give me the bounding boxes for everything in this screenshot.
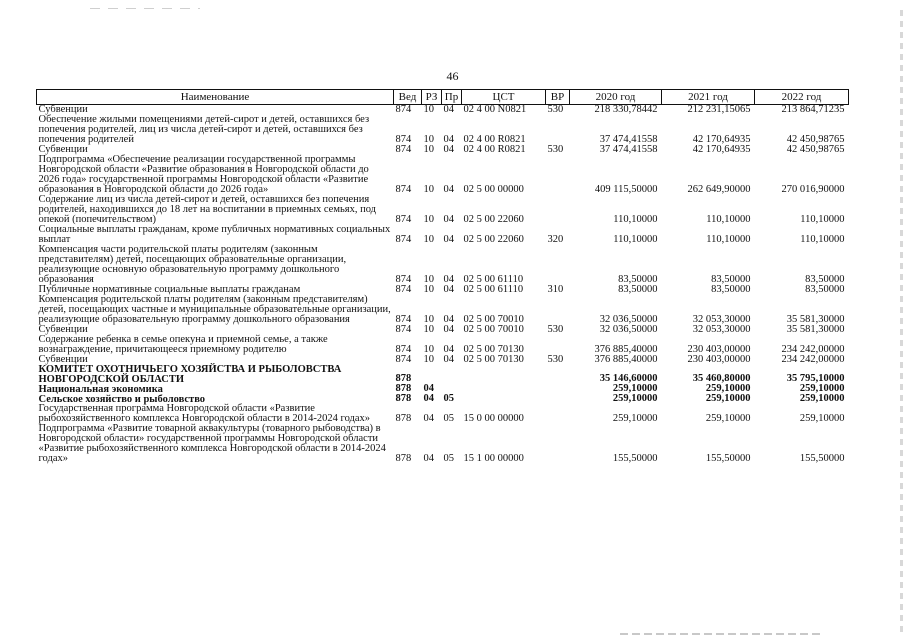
cell-2022: 42 450,98765 xyxy=(786,134,845,145)
cell-2020: 83,50000 xyxy=(618,284,658,295)
cell-2021: 230 403,00000 xyxy=(687,354,751,365)
col-header-rz: РЗ xyxy=(422,90,442,105)
cell-rz: 10 xyxy=(423,214,434,225)
cell-vr xyxy=(546,155,570,195)
cell-2020: 259,10000 xyxy=(612,383,658,394)
cell-2021: 110,10000 xyxy=(706,214,751,225)
cell-rz: 10 xyxy=(423,284,434,295)
cell-rz: 10 xyxy=(423,134,434,145)
cell-pr xyxy=(442,365,462,384)
cell-2022: 35 795,10000 xyxy=(786,373,845,384)
page-number: 46 xyxy=(446,69,459,83)
cell-pr: 04 xyxy=(443,284,454,295)
cell-vr xyxy=(546,245,570,285)
cell-vr: 310 xyxy=(547,284,564,295)
col-header-2020: 2020 год xyxy=(570,90,662,105)
cell-2022: 42 450,98765 xyxy=(786,144,845,155)
cell-vr: 530 xyxy=(547,354,564,365)
cell-cst: 02 5 00 22060 xyxy=(463,214,524,225)
cell-ved: 874 xyxy=(395,134,412,145)
cell-pr: 05 xyxy=(443,413,454,424)
cell-name: Содержание лиц из числа детей-сирот и детей, оставшихся без попечения родителей, находившихся до 18 лет на воспитании в приемных семьях, под опекой (попечительством) xyxy=(38,194,377,225)
scan-artifact-right-edge xyxy=(900,10,903,635)
cell-ved: 874 xyxy=(395,284,412,295)
cell-cst: 02 5 00 70010 xyxy=(463,314,524,325)
table-row xyxy=(37,225,849,245)
cell-pr: 04 xyxy=(443,324,454,335)
cell-2021: 259,10000 xyxy=(705,393,751,404)
cell-cst: 02 5 00 22060 xyxy=(463,234,524,245)
cell-2021: 32 053,30000 xyxy=(692,314,751,325)
cell-name: Содержание ребенка в семье опекуна и приемной семье, а также вознаграждение, причитающееся приемному родителю xyxy=(38,334,328,355)
cell-ved: 874 xyxy=(395,234,412,245)
cell-cst: 02 4 00 N0821 xyxy=(463,104,527,115)
cell-cst xyxy=(462,365,546,384)
cell-2020: 37 474,41558 xyxy=(599,144,658,155)
cell-vr xyxy=(546,394,570,404)
cell-cst: 02 4 00 R0821 xyxy=(463,144,526,155)
cell-name: Субвенции xyxy=(38,104,88,115)
cell-name: Компенсация родительской платы родителям (законным представителям) детей, посещающих частные и муниципальные образовательные организации, реализующие образовательную программу дошкольного образования xyxy=(38,294,391,325)
cell-name: Национальная экономика xyxy=(38,383,163,395)
cell-2021: 32 053,30000 xyxy=(692,324,751,335)
cell-vr xyxy=(546,295,570,325)
table-row xyxy=(37,424,849,464)
cell-ved: 874 xyxy=(395,144,412,155)
budget-table xyxy=(36,89,849,464)
cell-vr: 530 xyxy=(547,144,564,155)
cell-2022: 270 016,90000 xyxy=(781,184,845,195)
cell-ved: 878 xyxy=(395,373,412,384)
table-row xyxy=(37,245,849,285)
cell-cst xyxy=(462,394,546,404)
cell-rz: 10 xyxy=(423,144,434,155)
scan-artifact-top xyxy=(90,8,200,9)
table-header-row xyxy=(37,90,849,105)
table-row xyxy=(37,195,849,225)
cell-name: Подпрограмма «Обеспечение реализации государственной программы Новгородской области «Развитие образования в Новгородской области до 2026 года» государственной программы Новгородской области «Развитие образования в Новгородской области до 2026 года» xyxy=(38,154,369,195)
cell-2022: 234 242,00000 xyxy=(781,344,845,355)
cell-2021: 42 170,64935 xyxy=(692,144,751,155)
cell-name: Подпрограмма «Развитие товарной аквакультуры (товарного рыбоводства) в Новгородской области» государственной программы Новгородской области «Развитие рыбохозяйственного комплекса Новгородской области в 2014-2024 годах» xyxy=(38,423,386,464)
cell-ved: 874 xyxy=(395,184,412,195)
cell-name: Компенсация части родительской платы родителям (законным представителям) детей, посещающих образовательные организации, реализующие основную образовательную программу дошкольного образования xyxy=(38,244,347,285)
cell-2022: 259,10000 xyxy=(799,393,845,404)
cell-vr xyxy=(546,404,570,424)
cell-vr xyxy=(546,365,570,384)
table-row xyxy=(37,404,849,424)
cell-2022: 155,50000 xyxy=(799,453,845,464)
cell-rz: 04 xyxy=(423,413,434,424)
cell-ved: 874 xyxy=(395,214,412,225)
cell-2021: 259,10000 xyxy=(705,413,751,424)
cell-pr: 04 xyxy=(443,314,454,325)
cell-rz: 10 xyxy=(423,274,434,285)
cell-2020: 110,10000 xyxy=(613,214,658,225)
cell-2022: 259,10000 xyxy=(799,383,845,394)
cell-pr: 04 xyxy=(443,144,454,155)
cell-name: Субвенции xyxy=(38,324,88,335)
cell-2022: 110,10000 xyxy=(800,234,845,245)
cell-vr xyxy=(546,384,570,394)
cell-vr: 530 xyxy=(547,324,564,335)
cell-cst: 02 5 00 70130 xyxy=(463,354,524,365)
cell-cst: 02 5 00 00000 xyxy=(463,184,524,195)
cell-pr: 04 xyxy=(443,214,454,225)
cell-ved: 878 xyxy=(395,383,412,394)
cell-2022: 35 581,30000 xyxy=(786,314,845,325)
cell-rz: 10 xyxy=(423,184,434,195)
cell-2021: 42 170,64935 xyxy=(692,134,751,145)
cell-2020: 259,10000 xyxy=(612,413,658,424)
col-header-name: Наименование xyxy=(37,90,394,105)
cell-rz: 10 xyxy=(423,324,434,335)
cell-pr: 04 xyxy=(443,344,454,355)
cell-name: Субвенции xyxy=(38,354,88,365)
cell-cst: 15 1 00 00000 xyxy=(463,453,524,464)
cell-2021: 83,50000 xyxy=(711,284,751,295)
table-row xyxy=(37,365,849,384)
table-body xyxy=(37,105,849,465)
cell-name: Сельское хозяйство и рыболовство xyxy=(38,393,206,405)
cell-pr: 04 xyxy=(443,354,454,365)
table-row xyxy=(37,335,849,355)
cell-cst xyxy=(462,384,546,394)
cell-2020: 409 115,50000 xyxy=(594,184,658,195)
cell-rz xyxy=(422,365,442,384)
cell-pr: 04 xyxy=(443,134,454,145)
cell-2020: 155,50000 xyxy=(612,453,658,464)
cell-2020: 259,10000 xyxy=(612,393,658,404)
cell-ved: 874 xyxy=(395,324,412,335)
cell-vr: 320 xyxy=(547,234,564,245)
cell-rz: 10 xyxy=(423,314,434,325)
cell-ved: 878 xyxy=(395,453,412,464)
cell-ved: 874 xyxy=(395,354,412,365)
cell-2021: 83,50000 xyxy=(711,274,751,285)
cell-vr xyxy=(546,335,570,355)
cell-ved: 878 xyxy=(395,393,412,404)
cell-cst: 02 5 00 61110 xyxy=(463,284,524,295)
cell-name: Социальные выплаты гражданам, кроме публичных нормативных социальных выплат xyxy=(38,224,391,245)
table-row xyxy=(37,115,849,145)
col-header-vr: ВР xyxy=(546,90,570,105)
cell-pr: 04 xyxy=(443,104,454,115)
cell-cst: 02 5 00 70130 xyxy=(463,344,524,355)
cell-2022: 83,50000 xyxy=(805,274,845,285)
table-row xyxy=(37,155,849,195)
cell-2021: 155,50000 xyxy=(705,453,751,464)
cell-2022: 35 581,30000 xyxy=(786,324,845,335)
cell-pr: 05 xyxy=(443,393,454,404)
cell-vr xyxy=(546,195,570,225)
cell-name: Государственная программа Новгородской области «Развитие рыбохозяйственного комплекса Новгородской области в 2014-2024 годах» xyxy=(38,403,371,424)
cell-ved: 874 xyxy=(395,314,412,325)
cell-name: Публичные нормативные социальные выплаты гражданам xyxy=(38,284,301,295)
cell-ved: 874 xyxy=(395,344,412,355)
cell-rz: 10 xyxy=(423,354,434,365)
cell-2022: 83,50000 xyxy=(805,284,845,295)
cell-2020: 37 474,41558 xyxy=(599,134,658,145)
cell-rz: 04 xyxy=(423,393,434,404)
cell-2020: 83,50000 xyxy=(618,274,658,285)
cell-pr: 05 xyxy=(443,453,454,464)
cell-cst: 02 4 00 R0821 xyxy=(463,134,526,145)
cell-2020: 218 330,78442 xyxy=(594,104,658,115)
table-row xyxy=(37,295,849,325)
cell-2020: 32 036,50000 xyxy=(599,324,658,335)
cell-2022: 234 242,00000 xyxy=(781,354,845,365)
cell-vr xyxy=(546,115,570,145)
cell-2021: 262 649,90000 xyxy=(687,184,751,195)
cell-vr: 530 xyxy=(547,104,564,115)
cell-name: КОМИТЕТ ОХОТНИЧЬЕГО ХОЗЯЙСТВА И РЫБОЛОВСТВА НОВГОРОДСКОЙ ОБЛАСТИ xyxy=(38,364,342,385)
cell-rz: 10 xyxy=(423,104,434,115)
cell-rz: 10 xyxy=(423,344,434,355)
cell-rz: 04 xyxy=(423,383,434,394)
cell-cst: 02 5 00 70010 xyxy=(463,324,524,335)
cell-2020: 376 885,40000 xyxy=(594,354,658,365)
cell-ved: 878 xyxy=(395,413,412,424)
cell-ved: 874 xyxy=(395,104,412,115)
cell-rz: 04 xyxy=(423,453,434,464)
cell-2022: 259,10000 xyxy=(799,413,845,424)
cell-2020: 110,10000 xyxy=(613,234,658,245)
cell-ved: 874 xyxy=(395,274,412,285)
col-header-2021: 2021 год xyxy=(662,90,755,105)
cell-pr: 04 xyxy=(443,234,454,245)
cell-2021: 259,10000 xyxy=(705,383,751,394)
cell-2022: 110,10000 xyxy=(800,214,845,225)
col-header-2022: 2022 год xyxy=(755,90,849,105)
cell-name: Субвенции xyxy=(38,144,88,155)
cell-cst: 15 0 00 00000 xyxy=(463,413,524,424)
cell-cst: 02 5 00 61110 xyxy=(463,274,524,285)
cell-2020: 35 146,60000 xyxy=(599,373,658,384)
col-header-cst: ЦСТ xyxy=(462,90,546,105)
cell-2022: 213 864,71235 xyxy=(781,104,845,115)
cell-2021: 230 403,00000 xyxy=(687,344,751,355)
cell-pr: 04 xyxy=(443,184,454,195)
cell-2020: 32 036,50000 xyxy=(599,314,658,325)
cell-pr: 04 xyxy=(443,274,454,285)
cell-2020: 376 885,40000 xyxy=(594,344,658,355)
scan-artifact-bottom xyxy=(620,633,820,635)
col-header-pr: Пр xyxy=(442,90,462,105)
col-header-ved: Вед xyxy=(394,90,422,105)
cell-2021: 212 231,15065 xyxy=(687,104,751,115)
cell-2021: 35 460,80000 xyxy=(692,373,751,384)
cell-name: Обеспечение жилыми помещениями детей-сирот и детей, оставшихся без попечения родителей, лиц из числа детей-сирот и детей, оставшихся без попечения родителей xyxy=(38,114,370,145)
cell-rz: 10 xyxy=(423,234,434,245)
cell-2021: 110,10000 xyxy=(706,234,751,245)
cell-vr xyxy=(546,424,570,464)
